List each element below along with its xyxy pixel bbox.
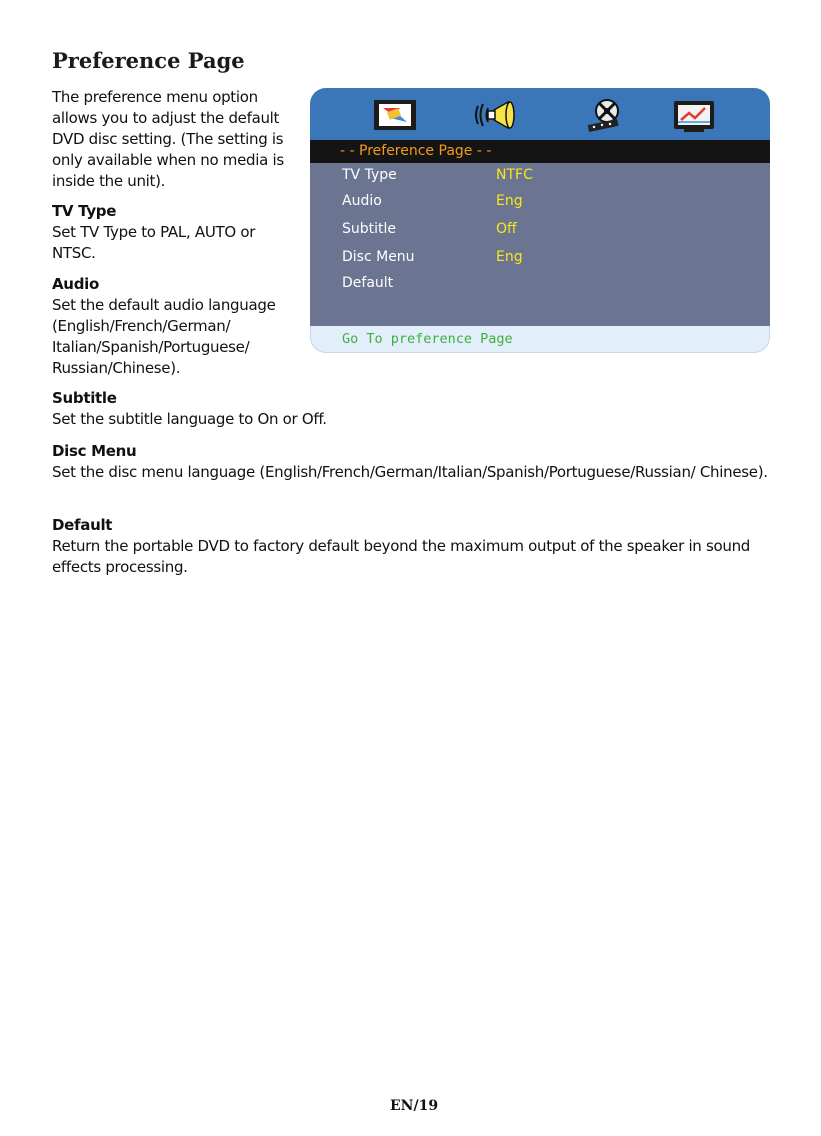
- disc-menu-text: Set the disc menu language (English/French/German/Italian/Spanish/Portuguese/Russian/ Chinese).: [52, 463, 768, 481]
- audio-setup-icon[interactable]: [470, 96, 520, 134]
- subtitle-text: Set the subtitle language to On or Off.: [52, 410, 327, 428]
- osd-header: - - Preference Page - -: [310, 140, 770, 163]
- tv-type-text: Set TV Type to PAL, AUTO or NTSC.: [52, 223, 256, 262]
- osd-row-tv-type[interactable]: [342, 167, 762, 189]
- osd-menu: [310, 88, 770, 353]
- osd-row-value: Off: [496, 221, 517, 237]
- osd-row-label: Subtitle: [342, 221, 397, 237]
- section-default: [52, 515, 772, 578]
- audio-text: Set the default audio language (English/French/German/ Italian/Spanish/Portuguese/ Russian/Chinese).: [52, 296, 276, 377]
- osd-row-value: Eng: [496, 193, 523, 209]
- tv-type-heading: TV Type: [52, 202, 117, 220]
- osd-row-label: TV Type: [342, 167, 397, 183]
- osd-row-label: Disc Menu: [342, 249, 415, 265]
- osd-row-subtitle[interactable]: [342, 221, 762, 243]
- intro-paragraph: The preference menu option allows you to adjust the default DVD disc setting. (The setting is only available when no media is inside the unit).: [52, 88, 284, 190]
- page-number: EN/19: [390, 1098, 439, 1114]
- osd-row-label: Audio: [342, 193, 382, 209]
- default-text: Return the portable DVD to factory default beyond the maximum output of the speaker in sound effects processing.: [52, 537, 751, 576]
- general-setup-icon[interactable]: [370, 96, 420, 134]
- video-setup-icon[interactable]: [582, 96, 632, 134]
- osd-row-disc-menu[interactable]: [342, 249, 762, 271]
- osd-row-value: Eng: [496, 249, 523, 265]
- section-tv-type: [52, 201, 302, 264]
- osd-row-value: NTFC: [496, 167, 533, 183]
- osd-row-audio[interactable]: [342, 193, 762, 215]
- osd-options-list: [310, 163, 770, 326]
- section-audio: [52, 274, 302, 379]
- section-disc-menu: [52, 441, 772, 483]
- subtitle-heading: Subtitle: [52, 389, 117, 407]
- osd-row-label: Default: [342, 275, 394, 291]
- default-heading: Default: [52, 516, 113, 534]
- osd-icon-bar: [310, 88, 770, 140]
- osd-footer: Go To preference Page: [342, 331, 513, 347]
- page-title: Preference Page: [52, 48, 245, 73]
- preference-setup-icon[interactable]: [668, 96, 718, 134]
- audio-heading: Audio: [52, 275, 99, 293]
- disc-menu-heading: Disc Menu: [52, 442, 137, 460]
- osd-row-default[interactable]: [342, 275, 762, 297]
- section-subtitle: [52, 388, 772, 430]
